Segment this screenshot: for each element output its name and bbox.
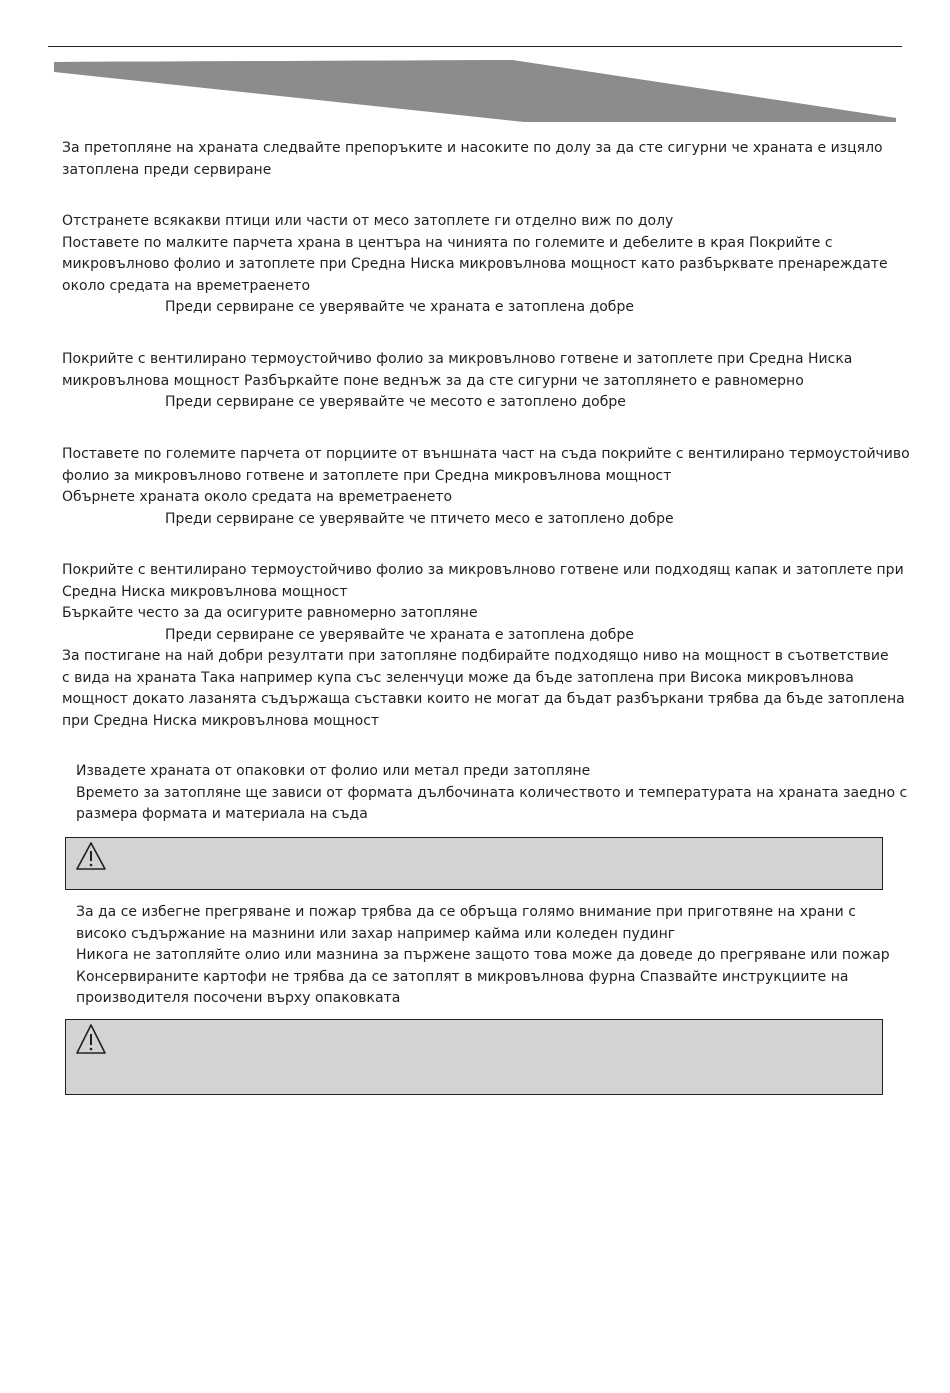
- text-line: около средата на времетраенето: [62, 277, 311, 294]
- text-line: размера формата и материала на съда: [76, 806, 368, 822]
- section-overheating: [76, 902, 896, 1010]
- section-poultry: [62, 444, 910, 530]
- text-line: Покрийте с вентилирано термоустойчиво фолио за микровълново готвене и затоплете при Средна Ниска: [62, 351, 853, 367]
- warning-icon: [75, 1023, 107, 1055]
- warning-box: [65, 837, 883, 890]
- text-line: Обърнете храната около средата на времетраенето: [62, 489, 453, 505]
- check-note: Преди сервиране се уверявайте че храната е затоплена добре: [165, 626, 634, 643]
- section-meat: [62, 349, 902, 414]
- header-banner: [54, 60, 896, 122]
- text-line: За постигане на най добри резултати при затопляне подбирайте подходящо ниво на мощност в съответствие: [62, 648, 889, 664]
- text-line: Покрийте с вентилирано термоустойчиво фолио за микровълново готвене или подходящ капак и затоплете при: [62, 562, 904, 578]
- warning-box: [65, 1019, 883, 1095]
- text-line: мощност докато лазанята съдържаща съставки които не могат да бъдат разбъркани трябва да бъде затоплена: [62, 691, 905, 707]
- intro-paragraph: [62, 138, 902, 181]
- text-line: Поставете по малките парчета храна в центъра на чинията по големите и дебелите в края Покрийте с: [62, 234, 833, 251]
- text-line: при Средна Ниска микровълнова мощност: [62, 712, 380, 729]
- text-line: микровълново фолио и затоплете при Средна Ниска микровълнова мощност като разбърквате пренареждате: [62, 256, 888, 272]
- warning-icon: [75, 841, 107, 871]
- header-rule: [48, 46, 902, 47]
- section-stews: [62, 560, 905, 732]
- text-line: затоплена преди сервиране: [62, 161, 272, 178]
- section-plated-meals: [62, 211, 902, 319]
- text-line: Консервираните картофи не трябва да се затоплят в микровълнова фурна Спазвайте инструкциите на: [76, 968, 849, 985]
- text-line: Никога не затопляйте олио или мазнина за пържене защото това може да доведе до прегряване или пожар: [76, 947, 890, 963]
- text-line: Бъркайте често за да осигурите равномерно затопляне: [62, 605, 478, 621]
- text-line: Времето за затопляне ще зависи от формата дълбочината количеството и температурата на храната заедно с: [76, 784, 908, 801]
- text-line: фолио за микровълново готвене и затоплете при Средна микровълнова мощност: [62, 467, 672, 484]
- text-line: Извадете храната от опаковки от фолио или метал преди затопляне: [76, 763, 591, 779]
- text-line: За да се избегне прегряване и пожар трябва да се обръща голямо внимание при приготвяне на храни с: [76, 904, 856, 920]
- text-line: производителя посочени върху опаковката: [76, 990, 401, 1006]
- text-line: с вида на храната Така например купа със зеленчуци може да бъде затоплена при Висока микровълнова: [62, 669, 854, 686]
- check-note: Преди сервиране се уверявайте че птичето месо е затоплено добре: [165, 510, 674, 527]
- text-line: Отстранете всякакви птици или части от месо затоплете ги отделно виж по долу: [62, 213, 674, 229]
- text-line: За претопляне на храната следвайте препоръките и насоките по долу за да сте сигурни че храната е изцяло: [62, 140, 883, 156]
- section-packaging: [76, 761, 908, 826]
- text-line: Средна Ниска микровълнова мощност: [62, 583, 348, 600]
- text-line: Поставете по големите парчета от порциите от външната част на съда покрийте с вентилирано термоустойчиво: [62, 446, 910, 462]
- text-line: високо съдържание на мазнини или захар например кайма или коледен пудинг: [76, 925, 676, 942]
- text-line: микровълнова мощност Разбъркайте поне веднъж за да сте сигурни че затоплянето е равномерно: [62, 372, 804, 389]
- check-note: Преди сервиране се уверявайте че месото е затоплено добре: [165, 394, 626, 410]
- check-note: Преди сервиране се уверявайте че храната е затоплена добре: [165, 299, 634, 315]
